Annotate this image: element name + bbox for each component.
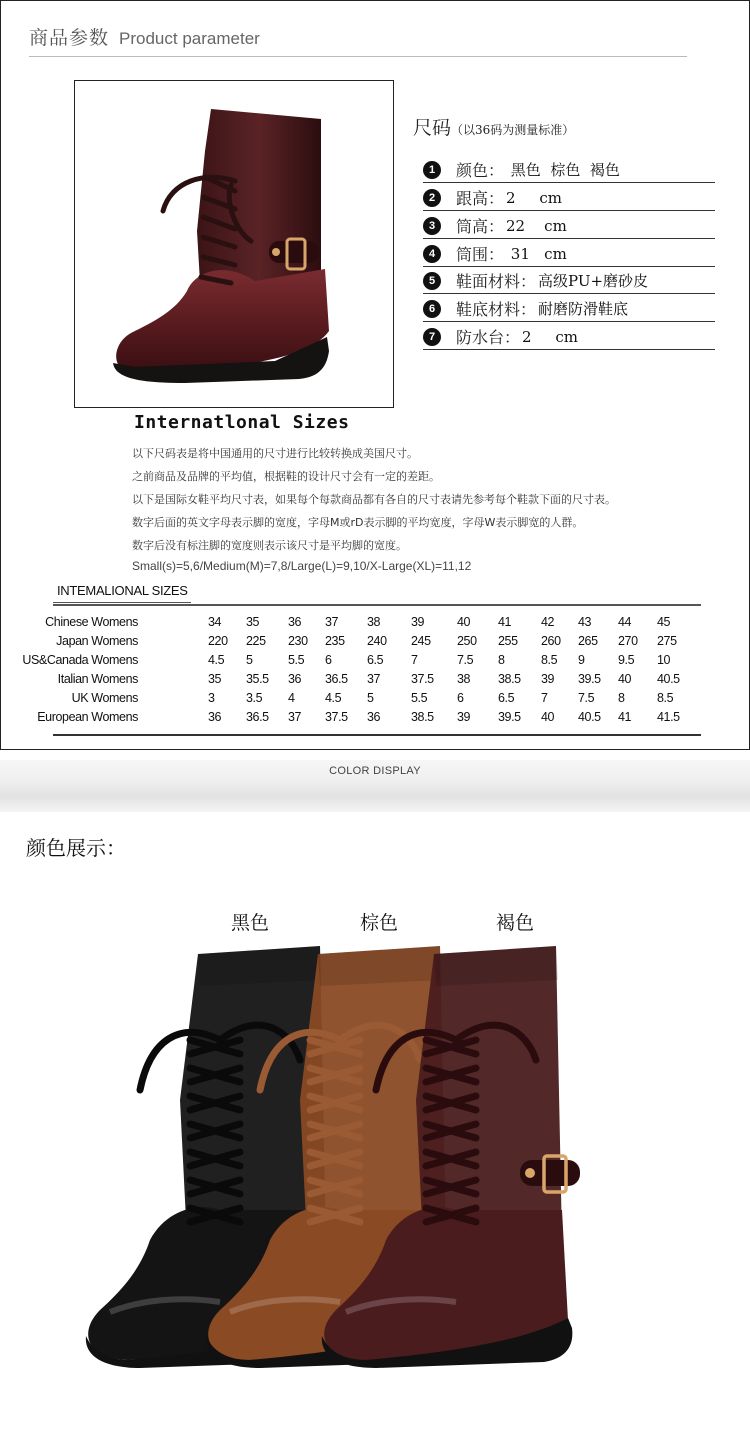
size-cell: 40 (541, 710, 555, 724)
color-display-title: 颜色展示： (26, 836, 126, 860)
size-row-label: Japan Womens (56, 634, 138, 648)
size-cell: 5.5 (411, 691, 428, 705)
size-cell: 240 (367, 634, 387, 648)
size-cell: 42 (541, 615, 555, 629)
size-cell: 41 (498, 615, 512, 629)
size-cell: 7.5 (578, 691, 595, 705)
spec-title (413, 113, 723, 147)
size-cell: 3.5 (246, 691, 263, 705)
size-cell: 5.5 (288, 653, 305, 667)
spec-number-badge: 7 (423, 328, 441, 346)
size-row-label: Italian Womens (57, 672, 138, 686)
spec-row-sole-material (423, 296, 715, 322)
size-cell: 6 (457, 691, 464, 705)
size-cell: 8 (618, 691, 625, 705)
size-cell: 36 (288, 672, 302, 686)
intl-note-line: 以下尺码表是将中国通用的尺寸进行比较转换成美国尺寸。 (132, 447, 418, 460)
spec-value: 2 cm (506, 188, 563, 207)
size-cell: 9 (578, 653, 585, 667)
size-cell: 37 (367, 672, 381, 686)
size-cell: 235 (325, 634, 345, 648)
size-cell: 36 (208, 710, 222, 724)
size-cell: 8.5 (657, 691, 674, 705)
spec-number-badge: 2 (423, 189, 441, 207)
size-cell: 245 (411, 634, 431, 648)
size-cell: 6.5 (367, 653, 384, 667)
size-cell: 7.5 (457, 653, 474, 667)
size-cell: 40.5 (578, 710, 601, 724)
size-cell: 5 (246, 653, 253, 667)
size-cell: 275 (657, 634, 677, 648)
header-divider (29, 56, 687, 57)
size-cell: 6 (325, 653, 332, 667)
spec-title-text: 尺码 (413, 117, 452, 139)
intl-note-line: 之前商品及品牌的平均值，根据鞋的设计尺寸会有一定的差距。 (132, 470, 440, 483)
size-cell: 39.5 (578, 672, 601, 686)
size-cell: 6.5 (498, 691, 515, 705)
spec-number-badge: 4 (423, 245, 441, 263)
spec-value: 31 cm (506, 244, 567, 263)
table-title-underline (53, 602, 191, 603)
size-cell: 38.5 (498, 672, 521, 686)
size-cell: 10 (657, 653, 671, 667)
spec-value: 2 cm (522, 327, 579, 346)
header-title-cn: 商品参数 (29, 27, 110, 49)
product-photo (74, 80, 394, 408)
spec-row-shaft-height (423, 213, 715, 239)
size-row-label: US&Canada Womens (22, 653, 138, 667)
size-cell: 36.5 (246, 710, 269, 724)
size-cell: 35 (246, 615, 260, 629)
size-cell: 40 (457, 615, 471, 629)
section-header (29, 23, 260, 53)
size-cell: 39 (457, 710, 471, 724)
size-cell: 37.5 (325, 710, 348, 724)
size-table-row (1, 691, 701, 710)
size-cell: 8.5 (541, 653, 558, 667)
spec-number-badge: 6 (423, 300, 441, 318)
spec-title-note: （以36码为测量标准） (451, 123, 575, 137)
intl-note-line: 数字后面的英文字母表示脚的宽度，字母M或rD表示脚的平均宽度，字母W表示脚宽的人群。 (132, 516, 584, 529)
spec-list (413, 113, 723, 147)
size-cell: 265 (578, 634, 598, 648)
size-cell: 35 (208, 672, 222, 686)
spec-number-badge: 5 (423, 272, 441, 290)
color-name-brown: 棕色 (360, 912, 399, 934)
size-cell: 255 (498, 634, 518, 648)
size-cell: 9.5 (618, 653, 635, 667)
size-cell: 8 (498, 653, 505, 667)
size-cell: 37 (288, 710, 302, 724)
size-cell: 40 (618, 672, 632, 686)
size-cell: 41 (618, 710, 632, 724)
size-cell: 5 (367, 691, 374, 705)
size-cell: 36.5 (325, 672, 348, 686)
size-cell: 34 (208, 615, 222, 629)
size-cell: 35.5 (246, 672, 269, 686)
size-cell: 38 (367, 615, 381, 629)
size-cell: 7 (541, 691, 548, 705)
size-cell: 43 (578, 615, 592, 629)
size-table-row (1, 653, 701, 672)
size-cell: 39 (541, 672, 555, 686)
intl-note-line: 以下是国际女鞋平均尺寸表，如果每个每款商品都有各自的尺寸表请先参考每个鞋款下面的尺寸表。 (132, 493, 616, 506)
size-cell: 39 (411, 615, 425, 629)
size-cell: 38.5 (411, 710, 434, 724)
spec-row-shaft-circumference (423, 241, 715, 267)
size-cell: 38 (457, 672, 471, 686)
spec-row-color (423, 157, 715, 183)
size-table-row (1, 710, 701, 729)
size-row-label: UK Womens (71, 691, 138, 705)
spec-row-platform (423, 324, 715, 350)
size-cell: 36 (367, 710, 381, 724)
size-cell: 270 (618, 634, 638, 648)
size-cell: 3 (208, 691, 215, 705)
size-cell: 37 (325, 615, 339, 629)
boot-image (75, 81, 394, 408)
table-top-rule (53, 604, 701, 606)
size-cell: 225 (246, 634, 266, 648)
spec-label: 筒高： (456, 217, 505, 236)
spec-label: 颜色： (456, 161, 505, 180)
color-variants-photo (70, 940, 670, 1400)
spec-number-badge: 3 (423, 217, 441, 235)
color-name-dark-brown: 褐色 (496, 912, 535, 934)
spec-row-heel-height (423, 185, 715, 211)
spec-row-upper-material (423, 268, 715, 294)
color-display-label: COLOR DISPLAY (329, 765, 421, 777)
size-cell: 4.5 (325, 691, 342, 705)
size-cell: 250 (457, 634, 477, 648)
spec-number-badge: 1 (423, 161, 441, 179)
size-table-row (1, 615, 701, 634)
size-cell: 39.5 (498, 710, 521, 724)
spec-label: 筒围： (456, 245, 505, 264)
spec-label: 鞋面材料： (456, 272, 537, 291)
international-sizes-title: Internatlonal Sizes (134, 412, 350, 433)
header-title-en: Product parameter (119, 29, 260, 48)
spec-label: 鞋底材料： (456, 300, 537, 319)
size-table-title: INTEMALIONAL SIZES (57, 583, 188, 598)
spec-value: 耐磨防滑鞋底 (538, 300, 629, 318)
size-row-label: Chinese Womens (45, 615, 138, 629)
size-cell: 7 (411, 653, 418, 667)
size-row-label: European Womens (37, 710, 138, 724)
size-cell: 36 (288, 615, 302, 629)
size-cell: 4.5 (208, 653, 225, 667)
size-cell: 230 (288, 634, 308, 648)
size-cell: 44 (618, 615, 632, 629)
spec-value: 22 cm (506, 216, 567, 235)
color-display-band (0, 760, 750, 812)
size-cell: 260 (541, 634, 561, 648)
table-bottom-rule (53, 734, 701, 736)
three-boots-image (70, 940, 670, 1400)
size-table-row (1, 672, 701, 691)
size-cell: 220 (208, 634, 228, 648)
intl-note-line: 数字后没有标注脚的宽度则表示该尺寸是平均脚的宽度。 (132, 539, 407, 552)
spec-value: 黑色 棕色 褐色 (506, 161, 620, 179)
size-table-row (1, 634, 701, 653)
size-cell: 37.5 (411, 672, 434, 686)
spec-value: 高级PU+磨砂皮 (538, 272, 649, 290)
size-cell: 40.5 (657, 672, 680, 686)
color-name-black: 黑色 (231, 912, 270, 934)
size-cell: 45 (657, 615, 671, 629)
size-cell: 41.5 (657, 710, 680, 724)
spec-label: 防水台： (456, 328, 521, 347)
size-letter-note: Small(s)=5,6/Medium(M)=7,8/Large(L)=9,10/X-Large(XL)=11,12 (132, 559, 472, 573)
size-cell: 4 (288, 691, 295, 705)
spec-label: 跟高： (456, 189, 505, 208)
